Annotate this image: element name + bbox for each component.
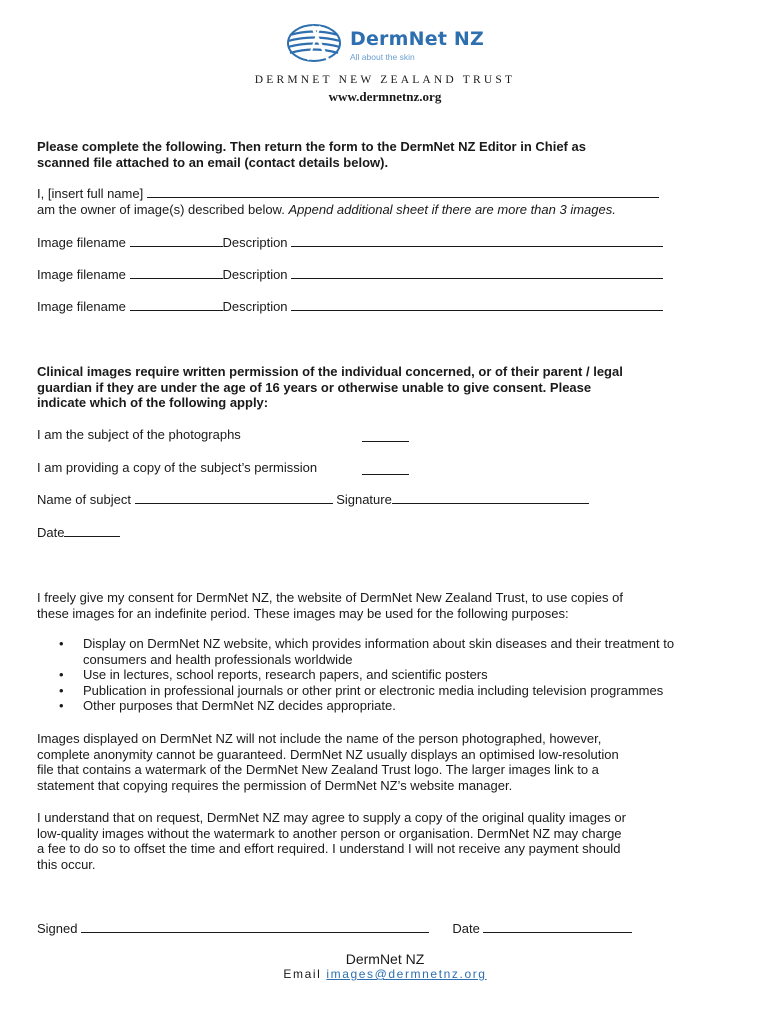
subject-name-line[interactable] (135, 502, 333, 504)
option-subject (37, 427, 241, 443)
request-line: low-quality images without the watermark to another person or organisation. DermNet NZ may charge (37, 825, 622, 841)
bullet-text: Publication in professional journals or other print or electronic media including television programmes (83, 682, 664, 698)
request-line: a fee to do so to offset the time and effort required. I understand I will not receive any payment should (37, 841, 621, 857)
bullet-icon: • (59, 682, 64, 698)
description-label: Description (222, 267, 288, 282)
clinical-notice (37, 364, 623, 411)
description-line[interactable] (291, 309, 663, 311)
display-line: Images displayed on DermNet NZ will not include the name of the person photographed, however, (37, 731, 602, 746)
clinical-line: guardian if they are under the age of 16 years or otherwise unable to give consent. Please (37, 379, 592, 395)
filename-label: Image filename (37, 267, 126, 282)
bullet-text: consumers and health professionals worldwide (83, 651, 353, 667)
request-line: this occur. (37, 856, 96, 872)
date-line[interactable] (64, 535, 120, 537)
clinical-line: Clinical images require written permission of the individual concerned, or of their parent / legal (37, 364, 623, 379)
globe-logo-icon (286, 22, 344, 64)
footer-org: DermNet NZ (345, 951, 425, 967)
dermnet-logo (286, 22, 486, 66)
request-paragraph (37, 810, 626, 872)
footer-email (0, 967, 770, 981)
intro-line: Please complete the following. Then return the form to the DermNet NZ Editor in Chief as (37, 139, 586, 154)
owner-text: am the owner of image(s) described below. (37, 201, 289, 217)
consent-statement (37, 590, 623, 621)
filename-label: Image filename (37, 299, 126, 314)
option-subject-line[interactable] (362, 440, 409, 442)
website-url: www.dermnetnz.org (328, 89, 442, 104)
option-permission (37, 460, 317, 476)
signoff-date-line[interactable] (483, 931, 632, 933)
image-row (37, 267, 663, 283)
filename-label: Image filename (37, 235, 126, 250)
bullet-text: Other purposes that DermNet NZ decides appropriate. (83, 698, 396, 714)
option-permission-label: I am providing a copy of the subject’s permission (37, 460, 318, 475)
purpose-list (37, 636, 674, 714)
description-label: Description (222, 299, 288, 314)
signoff-row (37, 921, 632, 937)
list-item (37, 683, 674, 699)
description-line[interactable] (291, 277, 663, 279)
date-row (37, 525, 120, 541)
signoff-date-label: Date (452, 921, 480, 936)
display-paragraph (37, 731, 619, 793)
consent-line: these images for an indefinite period. These images may be used for the following purposes: (37, 605, 569, 621)
email-label: Email (283, 967, 322, 981)
full-name-label: I, [insert full name] (37, 186, 144, 201)
bullet-text: Use in lectures, school reports, research papers, and scientific posters (83, 667, 488, 683)
full-name-field[interactable] (37, 186, 659, 202)
email-link[interactable]: images@dermnetnz.org (326, 967, 487, 981)
request-line: I understand that on request, DermNet NZ may agree to supply a copy of the original quality images or (37, 810, 626, 825)
trust-name: DERMNET NEW ZEALAND TRUST (254, 74, 516, 86)
signed-line[interactable] (81, 931, 429, 933)
signed-label: Signed (37, 921, 78, 936)
image-row (37, 235, 663, 251)
list-item (37, 698, 674, 714)
display-line: complete anonymity cannot be guaranteed. DermNet NZ usually displays an optimised low-resolution (37, 746, 619, 762)
subject-signature-row (37, 492, 589, 508)
owner-statement (37, 186, 659, 217)
bullet-icon: • (59, 636, 64, 651)
intro-instructions (37, 139, 586, 170)
option-subject-label: I am the subject of the photographs (37, 427, 241, 442)
clinical-line: indicate which of the following apply: (37, 395, 269, 411)
owner-note: Append additional sheet if there are more than 3 images. (288, 201, 616, 217)
date-label: Date (37, 525, 65, 540)
display-line: file that contains a watermark of the DermNet New Zealand Trust logo. The larger images link to a (37, 762, 599, 778)
option-permission-line[interactable] (362, 473, 409, 475)
image-row (37, 299, 663, 315)
logo-wordmark: DermNet NZ (350, 28, 484, 50)
description-label: Description (222, 235, 288, 250)
intro-line: scanned file attached to an email (contact details below). (37, 154, 389, 170)
consent-line: I freely give my consent for DermNet NZ, the website of DermNet New Zealand Trust, to use copies of (37, 590, 623, 605)
signature-line[interactable] (392, 502, 589, 504)
display-line: statement that copying requires the permission of DermNet NZ’s website manager. (37, 777, 513, 793)
logo-tagline: All about the skin (350, 52, 415, 62)
signature-label: Signature (336, 492, 392, 507)
list-item (37, 667, 674, 683)
list-item (37, 636, 674, 667)
bullet-icon: • (59, 698, 64, 714)
description-line[interactable] (291, 245, 663, 247)
filename-line[interactable] (130, 277, 223, 279)
bullet-icon: • (59, 667, 64, 683)
full-name-line[interactable] (147, 196, 659, 198)
bullet-text: Display on DermNet NZ website, which provides information about skin diseases and their treatment to (83, 636, 675, 651)
subject-name-label: Name of subject (37, 492, 131, 507)
filename-line[interactable] (130, 309, 223, 311)
filename-line[interactable] (130, 245, 223, 247)
